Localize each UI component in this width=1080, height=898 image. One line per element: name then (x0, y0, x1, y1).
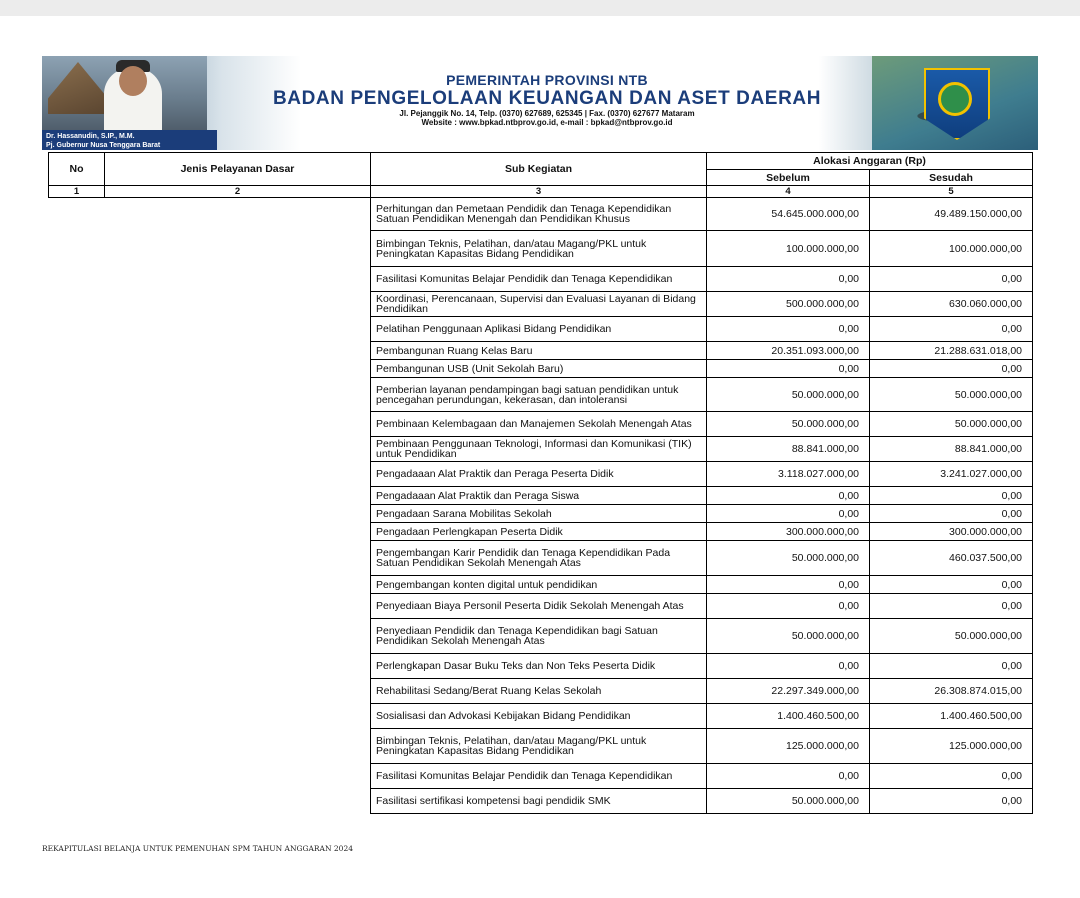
index-4: 4 (707, 186, 870, 198)
sebelum-cell: 50.000.000,00 (707, 541, 870, 576)
sub-kegiatan-cell: Fasilitasi Komunitas Belajar Pendidik dan Tenaga Kependidikan (371, 267, 707, 292)
spm-budget-table (48, 152, 1033, 814)
traditional-roof-image (48, 62, 108, 114)
sesudah-cell: 0,00 (870, 267, 1033, 292)
sebelum-cell: 3.118.027.000,00 (707, 462, 870, 487)
person-name: Dr. Hassanudin, S.IP., M.M. (46, 133, 135, 140)
sesudah-cell: 0,00 (870, 487, 1033, 505)
sesudah-cell: 100.000.000,00 (870, 231, 1033, 267)
sesudah-cell: 0,00 (870, 360, 1033, 378)
header-banner (42, 56, 1038, 150)
sebelum-cell: 0,00 (707, 505, 870, 523)
sub-kegiatan-cell: Koordinasi, Perencanaan, Supervisi dan Evaluasi Layanan di Bidang Pendidikan (371, 292, 707, 317)
sebelum-cell: 22.297.349.000,00 (707, 679, 870, 704)
header-sub-kegiatan: Sub Kegiatan (371, 153, 707, 186)
index-1: 1 (49, 186, 105, 198)
sub-kegiatan-cell: Pembangunan Ruang Kelas Baru (371, 342, 707, 360)
sebelum-cell: 50.000.000,00 (707, 789, 870, 814)
document-footer: REKAPITULASI BELANJA UNTUK PEMENUHAN SPM TAHUN ANGGARAN 2024 (42, 844, 353, 853)
sub-kegiatan-cell: Rehabilitasi Sedang/Berat Ruang Kelas Sekolah (371, 679, 707, 704)
header-sebelum: Sebelum (707, 170, 870, 186)
sebelum-cell: 1.400.460.500,00 (707, 704, 870, 729)
sub-kegiatan-cell: Pelatihan Penggunaan Aplikasi Bidang Pendidikan (371, 317, 707, 342)
sesudah-cell: 460.037.500,00 (870, 541, 1033, 576)
empty-no-cell (49, 198, 105, 814)
sebelum-cell: 0,00 (707, 317, 870, 342)
agency-address: Jl. Pejanggik No. 14, Telp. (0370) 627689, 625345 | Fax. (0370) 627677 Mataram (399, 109, 695, 118)
sub-kegiatan-cell: Pengadaan Perlengkapan Peserta Didik (371, 523, 707, 541)
sesudah-cell: 0,00 (870, 654, 1033, 679)
sesudah-cell: 300.000.000,00 (870, 523, 1033, 541)
sub-kegiatan-cell: Bimbingan Teknis, Pelatihan, dan/atau Magang/PKL untuk Peningkatan Kapasitas Bidang Pendidikan (371, 231, 707, 267)
emblem-ring-icon (938, 82, 972, 116)
sebelum-cell: 0,00 (707, 267, 870, 292)
sub-kegiatan-cell: Perlengkapan Dasar Buku Teks dan Non Teks Peserta Didik (371, 654, 707, 679)
sesudah-cell: 50.000.000,00 (870, 378, 1033, 412)
sub-kegiatan-cell: Pengembangan konten digital untuk pendidikan (371, 576, 707, 594)
sesudah-cell: 125.000.000,00 (870, 729, 1033, 764)
sebelum-cell: 0,00 (707, 654, 870, 679)
sebelum-cell: 125.000.000,00 (707, 729, 870, 764)
sebelum-cell: 88.841.000,00 (707, 437, 870, 462)
sub-kegiatan-cell: Pembinaan Kelembagaan dan Manajemen Sekolah Menengah Atas (371, 412, 707, 437)
agency-title: BADAN PENGELOLAAN KEUANGAN DAN ASET DAERAH (272, 88, 822, 109)
sebelum-cell: 500.000.000,00 (707, 292, 870, 317)
sub-kegiatan-cell: Pemberian layanan pendampingan bagi satuan pendidikan untuk pencegahan perundungan, kekerasan, dan intoleransi (371, 378, 707, 412)
empty-jenis-cell (105, 198, 371, 814)
sub-kegiatan-cell: Penyediaan Biaya Personil Peserta Didik Sekolah Menengah Atas (371, 594, 707, 619)
sub-kegiatan-cell: Fasilitasi Komunitas Belajar Pendidik dan Tenaga Kependidikan (371, 764, 707, 789)
sebelum-cell: 50.000.000,00 (707, 412, 870, 437)
sebelum-cell: 0,00 (707, 764, 870, 789)
governor-face (119, 66, 147, 96)
index-5: 5 (870, 186, 1033, 198)
sub-kegiatan-cell: Pengembangan Karir Pendidik dan Tenaga Kependidikan Pada Satuan Pendidikan Sekolah Menengah Atas (371, 541, 707, 576)
top-bar (0, 0, 1080, 16)
sesudah-cell: 21.288.631.018,00 (870, 342, 1033, 360)
sub-kegiatan-cell: Penyediaan Pendidik dan Tenaga Kependidikan bagi Satuan Pendidikan Sekolah Menengah Atas (371, 619, 707, 654)
sub-kegiatan-cell: Pengadaan Sarana Mobilitas Sekolah (371, 505, 707, 523)
sesudah-cell: 0,00 (870, 317, 1033, 342)
header-jenis-pelayanan: Jenis Pelayanan Dasar (105, 153, 371, 186)
sebelum-cell: 300.000.000,00 (707, 523, 870, 541)
government-title: PEMERINTAH PROVINSI NTB (446, 72, 648, 88)
sesudah-cell: 630.060.000,00 (870, 292, 1033, 317)
sesudah-cell: 0,00 (870, 764, 1033, 789)
sub-kegiatan-cell: Perhitungan dan Pemetaan Pendidik dan Tenaga Kependidikan Satuan Pendidikan Menengah dan Pendidikan Khusus (371, 198, 707, 231)
sebelum-cell: 20.351.093.000,00 (707, 342, 870, 360)
index-3: 3 (371, 186, 707, 198)
photo-caption (42, 130, 217, 150)
sub-kegiatan-cell: Pembangunan USB (Unit Sekolah Baru) (371, 360, 707, 378)
sesudah-cell: 26.308.874.015,00 (870, 679, 1033, 704)
sebelum-cell: 50.000.000,00 (707, 619, 870, 654)
table-row (49, 198, 1033, 231)
sesudah-cell: 1.400.460.500,00 (870, 704, 1033, 729)
banner-heading (202, 73, 892, 127)
header-sesudah: Sesudah (870, 170, 1033, 186)
sesudah-cell: 50.000.000,00 (870, 412, 1033, 437)
sesudah-cell: 3.241.027.000,00 (870, 462, 1033, 487)
header-no: No (49, 153, 105, 186)
sesudah-cell: 49.489.150.000,00 (870, 198, 1033, 231)
sesudah-cell: 0,00 (870, 594, 1033, 619)
sub-kegiatan-cell: Pembinaan Penggunaan Teknologi, Informasi dan Komunikasi (TIK) untuk Pendidikan (371, 437, 707, 462)
sub-kegiatan-cell: Sosialisasi dan Advokasi Kebijakan Bidang Pendidikan (371, 704, 707, 729)
sub-kegiatan-cell: Pengadaaan Alat Praktik dan Peraga Siswa (371, 487, 707, 505)
sesudah-cell: 50.000.000,00 (870, 619, 1033, 654)
index-2: 2 (105, 186, 371, 198)
sesudah-cell: 0,00 (870, 576, 1033, 594)
sesudah-cell: 0,00 (870, 789, 1033, 814)
sub-kegiatan-cell: Fasilitasi sertifikasi kompetensi bagi pendidik SMK (371, 789, 707, 814)
sebelum-cell: 54.645.000.000,00 (707, 198, 870, 231)
sebelum-cell: 100.000.000,00 (707, 231, 870, 267)
sebelum-cell: 0,00 (707, 487, 870, 505)
header-alokasi-anggaran: Alokasi Anggaran (Rp) (707, 153, 1033, 170)
sesudah-cell: 0,00 (870, 505, 1033, 523)
sub-kegiatan-cell: Bimbingan Teknis, Pelatihan, dan/atau Magang/PKL untuk Peningkatan Kapasitas Bidang Pendidikan (371, 729, 707, 764)
agency-website: Website : www.bpkad.ntbprov.go.id, e-mail : bpkad@ntbprov.go.id (421, 118, 673, 127)
sebelum-cell: 50.000.000,00 (707, 378, 870, 412)
sebelum-cell: 0,00 (707, 576, 870, 594)
sub-kegiatan-cell: Pengadaaan Alat Praktik dan Peraga Peserta Didik (371, 462, 707, 487)
person-title: Pj. Gubernur Nusa Tenggara Barat (46, 142, 161, 149)
sebelum-cell: 0,00 (707, 360, 870, 378)
sesudah-cell: 88.841.000,00 (870, 437, 1033, 462)
sebelum-cell: 0,00 (707, 594, 870, 619)
